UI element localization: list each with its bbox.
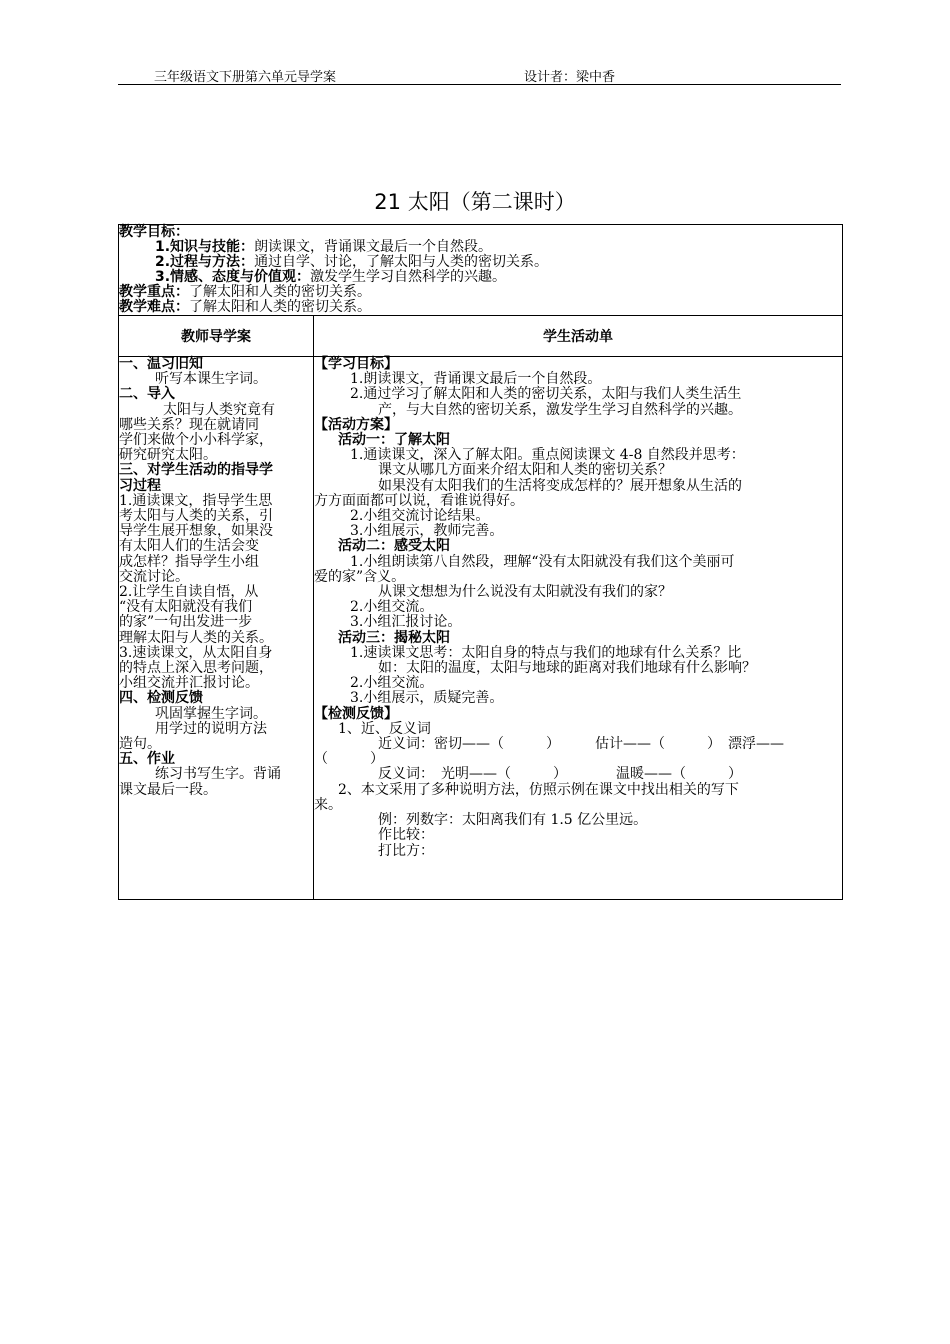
teacher-s3-title: 三、对学生活动的指导学 <box>119 462 273 479</box>
teacher-s3-line: 交流讨论。 <box>119 568 189 585</box>
objectives-heading: 教学目标： <box>119 224 189 240</box>
teacher-s3-line: “没有太阳就没有我们 <box>119 599 253 616</box>
teacher-s2-line: 太阳与人类究竟有 <box>163 401 275 418</box>
key-point: 教学重点：了解太阳和人类的密切关系。 <box>119 284 371 300</box>
example-line: 作比较： <box>378 827 434 844</box>
plan-title: 【活动方案】 <box>314 416 398 433</box>
teacher-s3-line: 的家”一句出发进一步 <box>119 614 253 631</box>
teacher-s3-line: 3.速读课文，从太阳自身 <box>119 644 273 661</box>
teacher-s3-line: 导学生展开想象，如果没 <box>119 523 273 540</box>
activity-line: 2.小组交流。 <box>350 599 434 616</box>
synonyms-line: 近义词：密切——（ ） 估计——（ ） 漂浮—— <box>378 736 784 753</box>
goal-title: 【学习目标】 <box>314 356 398 372</box>
check-item: 1、近、反义词 <box>338 720 431 737</box>
teacher-s4-line: 造句。 <box>119 736 161 753</box>
teacher-s3-line: 小组交流并汇报讨论。 <box>119 675 259 692</box>
difficult-point: 教学难点：了解太阳和人类的密切关系。 <box>119 299 371 315</box>
teacher-s3-line: 的特点上深入思考问题， <box>119 660 273 677</box>
activity-line: 方方面面都可以说，看谁说得好。 <box>314 492 524 509</box>
goal-item: 1.朗读课文，背诵课文最后一个自然段。 <box>350 371 602 388</box>
goal-item: 2.通过学习了解太阳和人类的密切关系，太阳与我们人类生活生 <box>350 386 742 403</box>
activity-line: 爱的家”含义。 <box>314 568 406 585</box>
activity-line: 从课文想想为什么说没有太阳就没有我们的家？ <box>378 584 672 601</box>
teacher-s4-line: 用学过的说明方法 <box>155 720 267 737</box>
teacher-s2-line: 研究研究太阳。 <box>119 447 217 464</box>
header-course: 三年级语文下册第六单元导学案 <box>154 70 337 85</box>
page-title: 21 太阳（第二课时） <box>374 190 576 214</box>
teacher-s1-text: 听写本课生字词。 <box>155 371 267 388</box>
page-header <box>118 64 841 85</box>
lesson-table <box>118 224 843 900</box>
teacher-guide <box>119 357 314 900</box>
teacher-s5-title: 五、作业 <box>119 751 175 768</box>
activity-line: 2.小组交流。 <box>350 675 434 692</box>
teacher-s3-line: 考太阳与人类的关系，引 <box>119 508 273 525</box>
teacher-s3-line: 成怎样？指导学生小组 <box>119 553 259 570</box>
objectives-cell <box>119 225 843 316</box>
teacher-s3-line: 1.通读课文，指导学生思 <box>119 492 273 509</box>
teacher-s3-line: 2.让学生自读自悟，从 <box>119 584 259 601</box>
check-item: 2、本文采用了多种说明方法，仿照示例在课文中找出相关的写下 <box>338 781 739 798</box>
activity-line: 1.小组朗读第八自然段，理解“没有太阳就没有我们这个美丽可 <box>350 553 735 570</box>
teacher-s5-line: 练习书写生字。背诵 <box>155 766 281 783</box>
activity-3-title: 活动三：揭秘太阳 <box>338 629 450 646</box>
teacher-s4-title: 四、检测反馈 <box>119 690 203 707</box>
objective-1: 1.知识与技能：朗读课文，背诵课文最后一个自然段。 <box>155 239 493 255</box>
activity-line: 如：太阳的温度，太阳与地球的距离对我们地球有什么影响？ <box>378 660 756 677</box>
activity-line: 3.小组展示，教师完善。 <box>350 523 504 540</box>
activity-2-title: 活动二：感受太阳 <box>338 538 450 555</box>
goal-item-cont: 产，与大自然的密切关系，激发学生学习自然科学的兴趣。 <box>378 401 742 418</box>
activity-line: 3.小组展示，质疑完善。 <box>350 690 504 707</box>
student-column-header: 学生活动单 <box>314 316 843 357</box>
check-title: 【检测反馈】 <box>314 705 398 722</box>
teacher-s3-title: 习过程 <box>119 477 161 494</box>
teacher-s2-title: 二、导入 <box>119 386 175 403</box>
activity-line: 1.速读课文思考：太阳自身的特点与我们的地球有什么关系？比 <box>350 644 742 661</box>
objective-3: 3.情感、态度与价值观：激发学生学习自然科学的兴趣。 <box>155 269 507 285</box>
example-line: 例：列数字：太阳离我们有 1.5 亿公里远。 <box>378 812 648 829</box>
activity-line: 3.小组汇报讨论。 <box>350 614 462 631</box>
check-item-cont: 来。 <box>314 796 342 813</box>
objective-2: 2.过程与方法：通过自学、讨论，了解太阳与人类的密切关系。 <box>155 254 549 270</box>
activity-1-title: 活动一：了解太阳 <box>338 432 450 449</box>
header-designer: 设计者：梁中香 <box>524 70 616 85</box>
teacher-s2-line: 学们来做个小小科学家， <box>119 432 273 449</box>
teacher-s4-line: 巩固掌握生字词。 <box>155 705 267 722</box>
teacher-s3-line: 理解太阳与人类的关系。 <box>119 629 273 646</box>
activity-line: 课文从哪几方面来介绍太阳和人类的密切关系？ <box>378 462 672 479</box>
example-line: 打比方： <box>378 842 434 859</box>
teacher-s2-line: 哪些关系？现在就请同 <box>119 416 259 433</box>
antonyms-line: 反义词： 光明——（ ） 温暖——（ ） <box>378 766 742 783</box>
activity-line: 如果没有太阳我们的生活将变成怎样的？展开想象从生活的 <box>378 477 742 494</box>
synonyms-line-cont: （ ） <box>314 751 384 768</box>
teacher-s1-title: 一、温习旧知 <box>119 356 203 372</box>
teacher-column-header: 教师导学案 <box>119 316 314 357</box>
student-activity <box>314 357 843 900</box>
teacher-s5-line: 课文最后一段。 <box>119 781 217 798</box>
activity-line: 1.通读课文，深入了解太阳。重点阅读课文 4-8 自然段并思考： <box>350 447 745 464</box>
teacher-s3-line: 有太阳人们的生活会变 <box>119 538 259 555</box>
activity-line: 2.小组交流讨论结果。 <box>350 508 490 525</box>
